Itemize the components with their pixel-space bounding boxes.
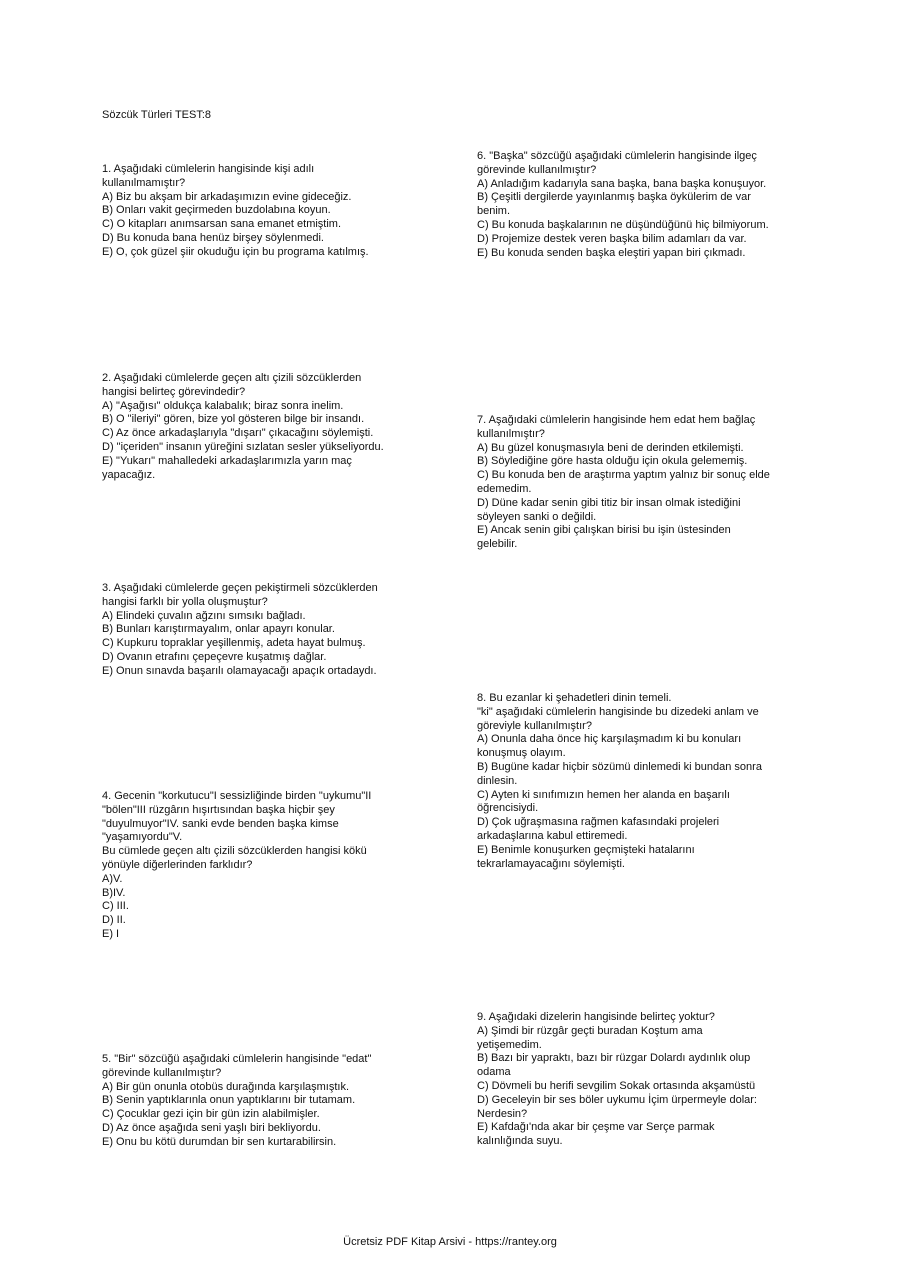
- question-line: C) Bu konuda başkalarının ne düşündüğünü hiç bilmiyorum.: [477, 218, 769, 231]
- question-line: söyleyen sanki o değildi.: [477, 510, 597, 523]
- question-line: görevinde kullanılmıştır?: [477, 163, 597, 176]
- question-line: D) II.: [102, 914, 126, 927]
- question-line: C) Kupkuru topraklar yeşillenmiş, adeta hayat bulmuş.: [102, 637, 366, 650]
- question-line: C) Ayten ki sınıfımızın hemen her alanda en başarılı: [477, 788, 730, 801]
- question-line: kullanılmıştır?: [477, 427, 545, 440]
- question-line: A) Elindeki çuvalın ağzını sımsıkı bağladı.: [102, 609, 306, 622]
- question-stem-line: 9. Aşağıdaki dizelerin hangisinde belirteç yoktur?: [477, 1011, 715, 1023]
- question-stem-line: 4. Gecenin "korkutucu"I sessizliğinde birden "uykumu"II: [102, 790, 372, 802]
- question-line: B) Bazı bir yapraktı, bazı bir rüzgar Dolardı aydınlık olup: [477, 1052, 751, 1065]
- question-line: gelebilir.: [477, 538, 518, 551]
- question-line: A) Bir gün onunla otobüs durağında karşılaşmıştık.: [102, 1080, 350, 1093]
- question-line: dinlesin.: [477, 774, 518, 787]
- question-line: D) Ovanın etrafını çepeçevre kuşatmış dağlar.: [102, 650, 327, 663]
- question-line: D) Düne kadar senin gibi titiz bir insan olmak istediğini: [477, 496, 741, 509]
- question-line: Bu cümlede geçen altı çizili sözcüklerden hangisi kökü: [102, 845, 367, 858]
- question-line: konuşmuş olayım.: [477, 747, 566, 760]
- question-line: B) Çeşitli dergilerde yayınlanmış başka öykülerim de var: [477, 191, 751, 204]
- question-line: C) III.: [102, 900, 129, 913]
- question-line: D) "içeriden" insanın yüreğini sızlatan sesler yükseliyordu.: [102, 440, 384, 453]
- question-line: "ki" aşağıdaki cümlelerin hangisinde bu dizedeki anlam ve: [477, 705, 759, 718]
- question-line: E) "Yukarı" mahalledeki arkadaşlarımızla yarın maç: [102, 454, 352, 467]
- question-line: E) Kafdağı'nda akar bir çeşme var Serçe parmak: [477, 1121, 715, 1134]
- page-title: Sözcük Türleri TEST:8: [102, 109, 212, 121]
- question-line: E) Bu konuda senden başka eleştiri yapan biri çıkmadı.: [477, 246, 746, 259]
- question-line: A) "Aşağısı" oldukça kalabalık; biraz sonra inelim.: [102, 399, 344, 412]
- question-line: D) Bu konuda bana henüz birşey söylenmedi.: [102, 231, 324, 244]
- question-stem-line: 7. Aşağıdaki cümlelerin hangisinde hem edat hem bağlaç: [477, 414, 756, 426]
- question-line: C) Bu konuda ben de araştırma yaptım yalnız bir sonuç elde: [477, 469, 770, 482]
- question-line: A)V.: [102, 872, 123, 885]
- question-line: C) Az önce arkadaşlarıyla "dışarı" çıkacağını söylemişti.: [102, 427, 374, 440]
- question-2: [102, 372, 384, 482]
- question-line: B) O "ileriyi" gören, bize yol gösteren bilge bir insandı.: [102, 413, 365, 426]
- question-line: C) Çocuklar gezi için bir gün izin alabilmişler.: [102, 1108, 320, 1121]
- question-line: "duyulmuyor"IV. sanki evde benden başka kimse: [102, 817, 339, 830]
- question-line: E) I: [102, 927, 120, 940]
- question-line: D) Az önce aşağıda seni yaşlı biri bekliyordu.: [102, 1121, 321, 1134]
- question-line: öğrencisiydi.: [477, 802, 539, 815]
- question-line: göreviyle kullanılmıştır?: [477, 719, 592, 732]
- question-line: B) Bugüne kadar hiçbir sözümü dinlemedi ki bundan sonra: [477, 760, 762, 773]
- question-line: B) Onları vakit geçirmeden buzdolabına koyun.: [102, 204, 331, 217]
- question-line: "bölen"III rüzgârın hışırtısından başka hiçbir şey: [102, 803, 335, 816]
- question-stem-line: 3. Aşağıdaki cümlelerde geçen pekiştirmeli sözcüklerden: [102, 582, 378, 594]
- question-stem-line: 6. "Başka" sözcüğü aşağıdaki cümlelerin hangisinde ilgeç: [477, 150, 757, 162]
- question-line: Nerdesin?: [477, 1107, 528, 1120]
- question-line: A) Onunla daha önce hiç karşılaşmadım ki bu konuları: [477, 733, 742, 746]
- question-line: E) Onun sınavda başarılı olamayacağı apaçık ortadaydı.: [102, 664, 377, 677]
- question-7: [477, 414, 770, 552]
- question-line: odama: [477, 1066, 511, 1079]
- question-stem-line: 8. Bu ezanlar ki şehadetleri dinin temeli.: [477, 692, 672, 704]
- question-8: [477, 692, 762, 871]
- question-line: B) Bunları karıştırmayalım, onlar apayrı konular.: [102, 623, 335, 636]
- question-line: "yaşamıyordu"V.: [102, 831, 183, 844]
- question-stem-line: 5. "Bir" sözcüğü aşağıdaki cümlelerin hangisinde "edat": [102, 1053, 372, 1065]
- question-line: hangisi belirteç görevindedir?: [102, 385, 246, 398]
- question-line: kullanılmamıştır?: [102, 176, 186, 189]
- question-line: edemedim.: [477, 482, 532, 495]
- footer-text: Ücretsiz PDF Kitap Arsivi - https://rantey.org: [343, 1236, 557, 1248]
- question-stem-line: 1. Aşağıdaki cümlelerin hangisinde kişi adılı: [102, 163, 315, 175]
- question-5: [102, 1053, 371, 1150]
- question-line: yetişemedim.: [477, 1038, 542, 1051]
- question-9: [477, 1011, 757, 1149]
- question-line: B) Söylediğine göre hasta olduğu için okula gelememiş.: [477, 455, 748, 468]
- question-line: benim.: [477, 205, 511, 218]
- question-line: yönüyle diğerlerinden farklıdır?: [102, 858, 253, 871]
- question-line: tekrarlamayacağını söylemişti.: [477, 857, 625, 870]
- question-line: C) Dövmeli bu herifi sevgilim Sokak ortasında akşamüstü: [477, 1079, 756, 1092]
- question-line: D) Çok uğraşmasına rağmen kafasındaki projeleri: [477, 816, 720, 829]
- question-line: E) Benimle konuşurken geçmişteki hatalarını: [477, 843, 695, 856]
- question-line: B)IV.: [102, 886, 126, 899]
- question-4: [102, 790, 371, 942]
- question-line: kalınlığında suyu.: [477, 1135, 563, 1148]
- question-line: E) Onu bu kötü durumdan bir sen kurtarabilirsin.: [102, 1135, 337, 1148]
- question-line: A) Şimdi bir rüzgâr geçti buradan Koştum ama: [477, 1024, 703, 1037]
- question-line: C) O kitapları anımsarsan sana emanet etmiştim.: [102, 218, 342, 231]
- question-line: B) Senin yaptıklarınla onun yaptıklarını bir tutamam.: [102, 1094, 356, 1107]
- question-line: D) Projemize destek veren başka bilim adamları da var.: [477, 232, 747, 245]
- question-line: E) Ancak senin gibi çalışkan birisi bu işin üstesinden: [477, 524, 731, 537]
- question-line: arkadaşlarına kabul ettiremedi.: [477, 829, 628, 842]
- question-line: A) Biz bu akşam bir arkadaşımızın evine gideceğiz.: [102, 190, 352, 203]
- question-line: E) O, çok güzel şiir okuduğu için bu programa katılmış.: [102, 245, 369, 258]
- question-line: A) Bu güzel konuşmasıyla beni de derinden etkilemişti.: [477, 441, 744, 454]
- question-line: görevinde kullanılmıştır?: [102, 1066, 222, 1079]
- question-stem-line: 2. Aşağıdaki cümlelerde geçen altı çizili sözcüklerden: [102, 372, 362, 384]
- question-6: [477, 150, 769, 260]
- question-line: hangisi farklı bir yolla oluşmuştur?: [102, 595, 268, 608]
- question-1: [102, 163, 369, 260]
- question-line: yapacağız.: [102, 468, 156, 481]
- question-line: A) Anladığım kadarıyla sana başka, bana başka konuşuyor.: [477, 177, 767, 190]
- question-3: [102, 582, 378, 679]
- question-line: D) Geceleyin bir ses böler uykumu İçim ürpermeyle dolar:: [477, 1093, 757, 1106]
